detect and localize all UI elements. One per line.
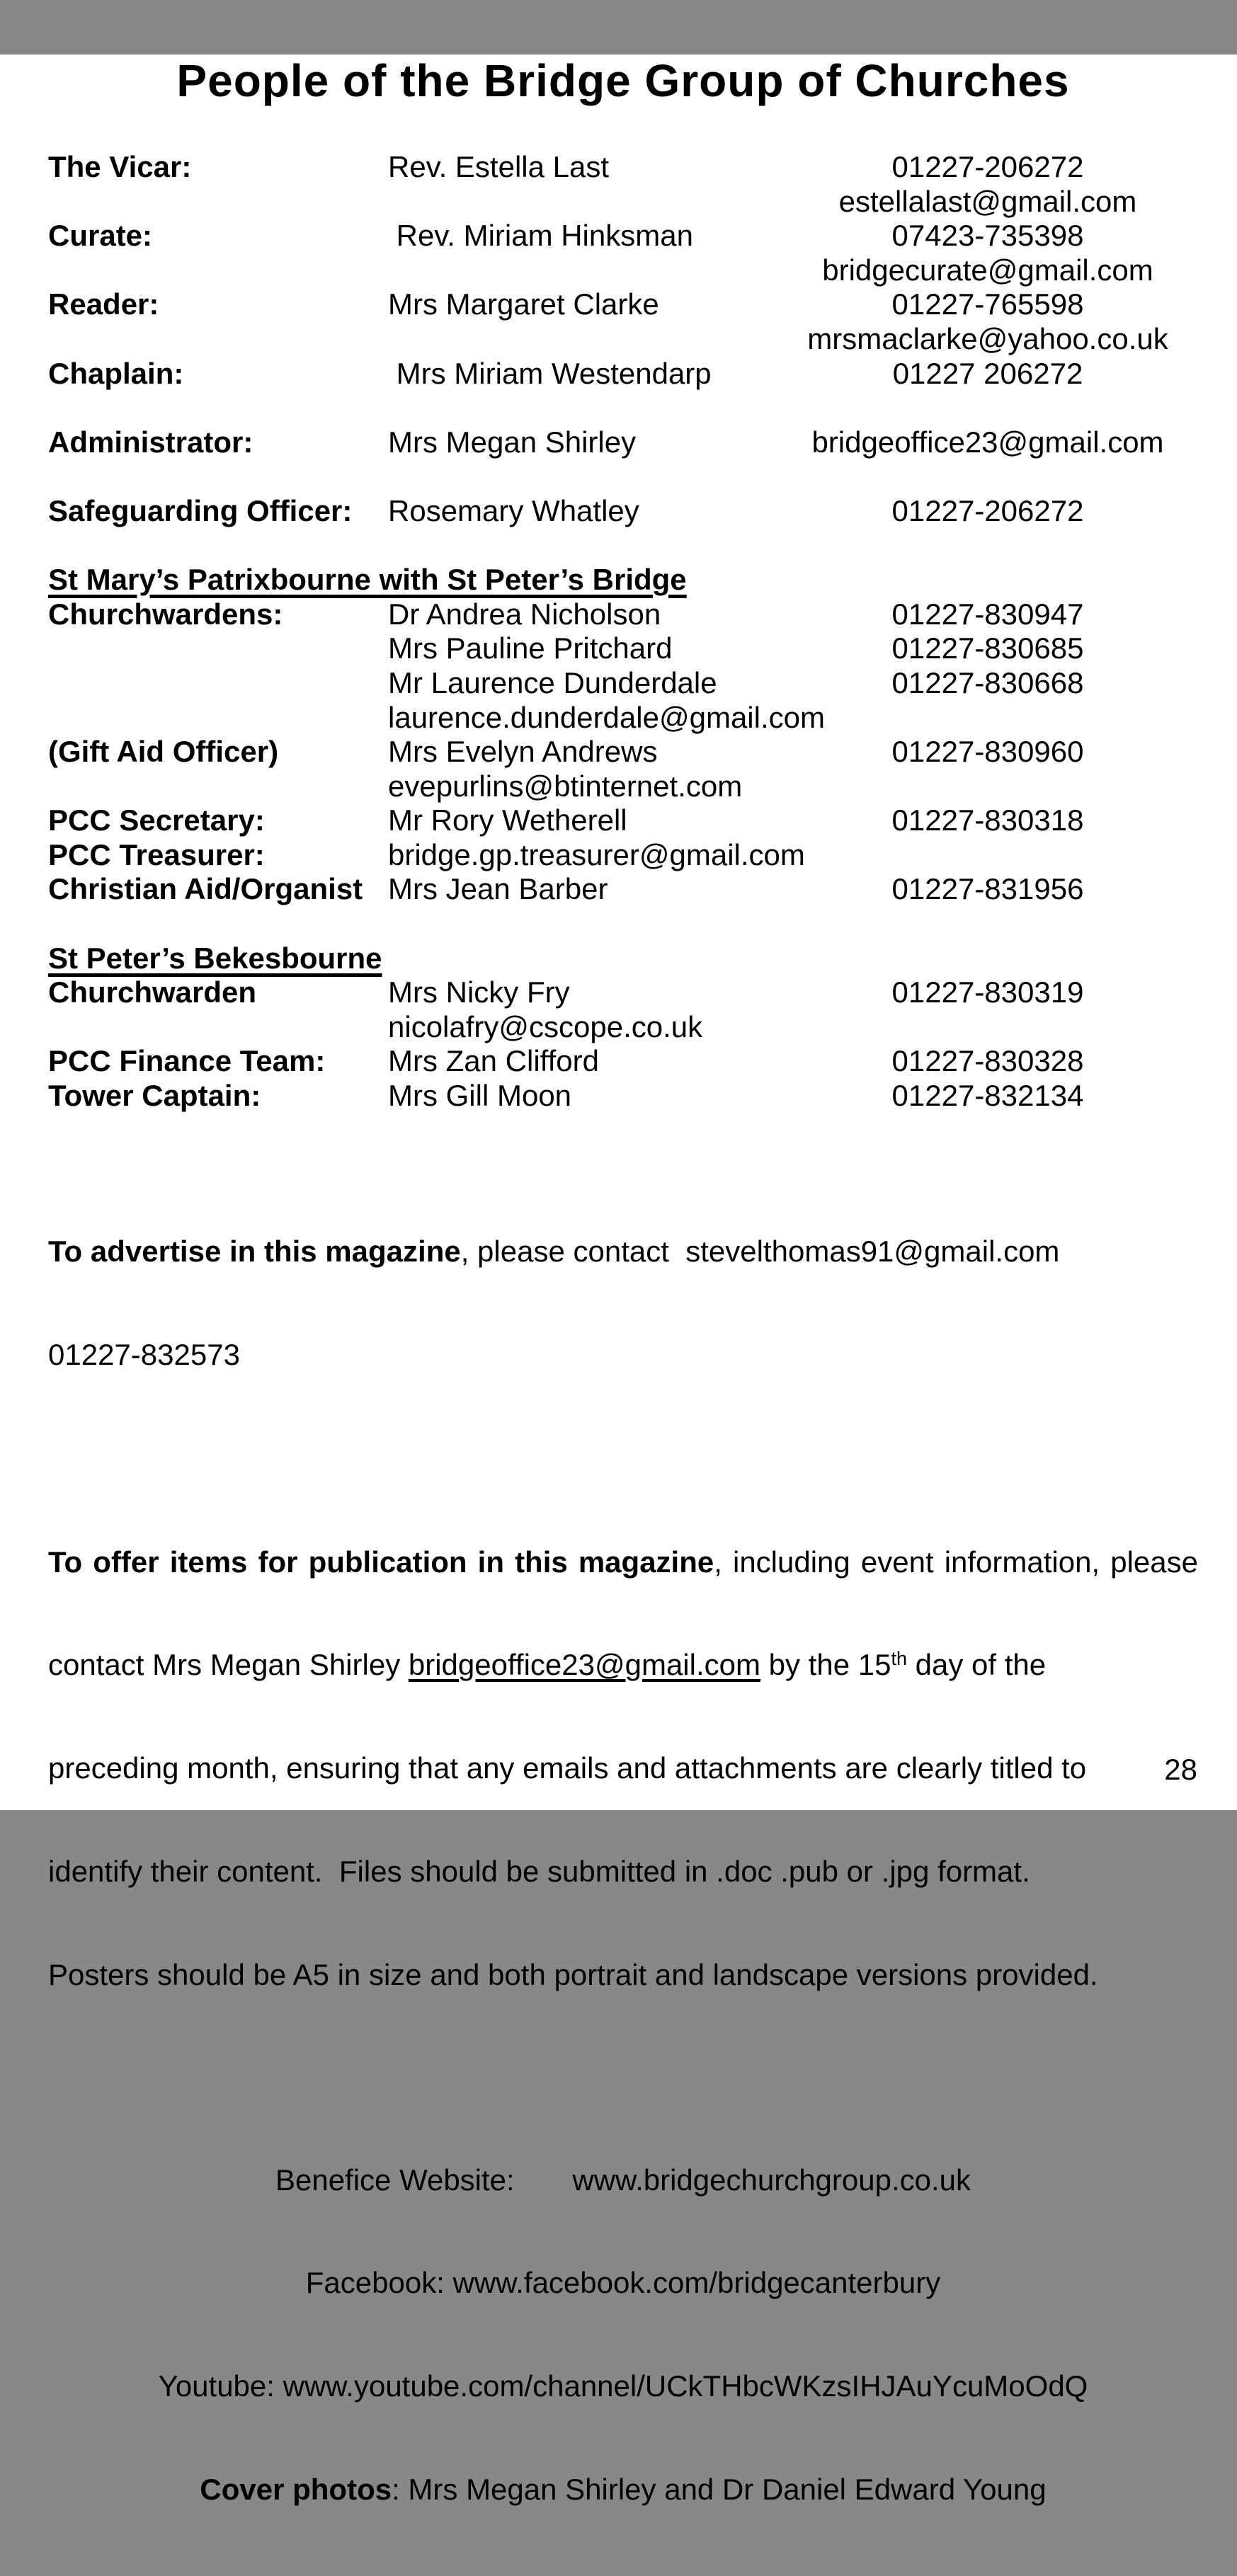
submission-note <box>48 1476 1198 2061</box>
contact-cell: 01227-830318 <box>891 803 1084 837</box>
directory-row <box>48 1010 1198 1045</box>
page-title: People of the Bridge Group of Churches <box>176 55 1070 106</box>
ordinal-suffix: th <box>891 1648 907 1670</box>
name-cell <box>388 185 777 219</box>
role-cell: Tower Captain: <box>48 1079 261 1113</box>
directory-row <box>48 425 1198 460</box>
role-cell: Safeguarding Officer: <box>48 493 353 527</box>
contact-cell: 01227-830668 <box>891 665 1084 699</box>
submission-lead-bold: To offer items for publication in this magazine <box>48 1545 714 1579</box>
blank-row <box>48 529 1198 563</box>
page-content <box>0 55 1237 2576</box>
name-cell: Mr Rory Wetherell <box>388 803 627 837</box>
submission-line-2 <box>48 1648 1198 1683</box>
directory-row <box>48 666 1198 701</box>
benefice-website-line: Benefice Website: www.bridgechurchgroup.co.uk <box>275 2163 971 2197</box>
name-cell: Mrs Evelyn Andrews <box>388 735 658 769</box>
submission-email: bridgeoffice23@gmail.com <box>408 1648 760 1682</box>
name-cell: bridge.gp.treasurer@gmail.com <box>388 837 805 871</box>
name-cell: Mrs Margaret Clarke <box>388 287 659 321</box>
contact-cell: bridgeoffice23@gmail.com <box>811 425 1164 459</box>
role-cell: Chaplain: <box>48 356 184 390</box>
contact-cell: 01227-830328 <box>891 1044 1084 1078</box>
magazine-page <box>0 55 1237 2506</box>
submission-lead-rest: , including event information, please <box>714 1545 1198 1579</box>
name-cell: Mrs Pauline Pritchard <box>388 631 673 665</box>
directory-row <box>48 838 1198 873</box>
role-cell <box>48 631 388 666</box>
directory-row <box>48 1044 1198 1079</box>
name-cell: laurence.dunderdale@gmail.com <box>388 700 825 734</box>
name-cell: Mrs Gill Moon <box>388 1079 572 1113</box>
role-cell: Churchwarden <box>48 975 257 1009</box>
role-cell: PCC Treasurer: <box>48 837 265 871</box>
role-cell: (Gift Aid Officer) <box>48 735 279 769</box>
section-header: St Mary’s Patrixbourne with St Peter’s Bridge <box>48 563 687 597</box>
name-cell: evepurlins@btinternet.com <box>388 769 743 803</box>
directory-row <box>48 769 1198 804</box>
directory-row <box>48 597 1198 632</box>
contact-cell <box>777 838 1198 873</box>
submission-line-1 <box>48 1545 1198 1580</box>
role-cell: The Vicar: <box>48 150 192 183</box>
name-cell: Rev. Estella Last <box>388 150 610 183</box>
contact-cell: 01227-830947 <box>891 597 1084 631</box>
name-cell: Mrs Nicky Fry <box>388 975 570 1009</box>
role-cell: PCC Finance Team: <box>48 1044 326 1078</box>
role-cell <box>48 666 388 701</box>
directory-row <box>48 185 1198 219</box>
section-header-row <box>48 941 1198 976</box>
directory-row <box>48 357 1198 391</box>
role-cell <box>48 185 388 219</box>
blank-row <box>48 459 1198 494</box>
directory-row <box>48 287 1198 322</box>
page-number: 28 <box>1164 1753 1197 1786</box>
directory-row <box>48 253 1198 288</box>
directory-row <box>48 701 1198 735</box>
blank-row <box>48 907 1198 941</box>
youtube-line: Youtube: www.youtube.com/channel/UCkTHbcWKzsIHJAuYcuMoOdQ <box>158 2369 1088 2403</box>
blank-row <box>48 391 1198 425</box>
advertise-line <box>48 1235 1198 1269</box>
role-cell: Administrator: <box>48 425 253 459</box>
role-cell <box>48 322 388 357</box>
contact-cell: bridgecurate@gmail.com <box>822 253 1153 287</box>
cover-photos-line <box>48 2473 1198 2507</box>
contact-cell <box>777 701 1198 735</box>
contact-cell: 01227 206272 <box>892 356 1083 390</box>
section-header-row <box>48 563 1198 597</box>
advertise-lead-rest: , please contact stevelthomas91@gmail.com <box>460 1234 1060 1268</box>
contact-cell: 01227-206272 <box>891 150 1084 183</box>
name-cell: Rev. Miriam Hinksman <box>388 219 693 253</box>
name-cell: Rosemary Whatley <box>388 493 639 527</box>
role-cell <box>48 769 388 804</box>
submission-line2-pre: contact Mrs Megan Shirley <box>48 1648 409 1682</box>
contact-cell: 01227-830319 <box>891 975 1084 1009</box>
contact-cell <box>777 769 1198 804</box>
role-cell <box>48 1010 388 1045</box>
directory-row <box>48 735 1198 769</box>
contact-cell: mrsmaclarke@yahoo.co.uk <box>807 321 1168 355</box>
cover-photos-label: Cover photos <box>200 2473 392 2506</box>
name-cell: Mrs Miriam Westendarp <box>388 356 712 390</box>
contact-cell: 01227-206272 <box>891 493 1084 527</box>
role-cell: Churchwardens: <box>48 597 283 631</box>
directory-row <box>48 631 1198 666</box>
directory-row <box>48 803 1198 838</box>
role-cell: Christian Aid/Organist <box>48 872 363 906</box>
directory-row <box>48 322 1198 357</box>
advertise-note <box>48 1166 1198 1441</box>
directory-row <box>48 975 1198 1010</box>
name-cell: nicolafry@cscope.co.uk <box>388 1009 703 1043</box>
facebook-line: Facebook: www.facebook.com/bridgecanterbury <box>305 2266 941 2300</box>
role-cell: Curate: <box>48 219 153 253</box>
contact-cell: 01227-830960 <box>891 735 1084 769</box>
name-cell: Mrs Zan Clifford <box>388 1044 599 1078</box>
directory-row <box>48 494 1198 529</box>
cover-photos-rest: : Mrs Megan Shirley and Dr Daniel Edward Young <box>392 2473 1047 2506</box>
submission-line2-mid: by the 15 <box>760 1648 891 1682</box>
name-cell: Dr Andrea Nicholson <box>388 597 661 631</box>
contacts-directory <box>48 150 1198 1114</box>
name-cell <box>388 253 777 288</box>
directory-row <box>48 150 1198 185</box>
submission-line-5: Posters should be A5 in size and both portrait and landscape versions provided. <box>48 1957 1098 1991</box>
directory-row <box>48 219 1198 253</box>
contact-cell: 01227-830685 <box>891 631 1084 665</box>
section-header: St Peter’s Bekesbourne <box>48 941 382 975</box>
name-cell: Mrs Megan Shirley <box>388 425 637 459</box>
role-cell: PCC Secretary: <box>48 803 265 837</box>
role-cell <box>48 253 388 288</box>
advertise-lead-bold: To advertise in this magazine <box>48 1234 461 1268</box>
contact-cell: 07423-735398 <box>891 219 1084 253</box>
submission-line-4: identify their content. Files should be submitted in .doc .pub or .jpg format. <box>48 1854 1030 1888</box>
submission-line2-post: day of the <box>906 1648 1047 1682</box>
directory-row <box>48 872 1198 907</box>
contact-cell: 01227-765598 <box>891 287 1084 321</box>
links-footer <box>48 2094 1198 2575</box>
directory-row <box>48 1079 1198 1114</box>
role-cell <box>48 701 388 735</box>
contact-cell <box>777 1010 1198 1045</box>
contact-cell: 01227-832134 <box>891 1079 1084 1113</box>
advertise-phone: 01227-832573 <box>48 1337 240 1371</box>
name-cell: Mrs Jean Barber <box>388 872 608 906</box>
contact-cell: estellalast@gmail.com <box>838 184 1137 218</box>
contact-cell: 01227-831956 <box>891 872 1084 906</box>
name-cell: Mr Laurence Dunderdale <box>388 665 717 699</box>
submission-line-3: preceding month, ensuring that any emails and attachments are clearly titled to <box>48 1751 1087 1785</box>
name-cell <box>388 322 777 357</box>
role-cell: Reader: <box>48 287 159 321</box>
